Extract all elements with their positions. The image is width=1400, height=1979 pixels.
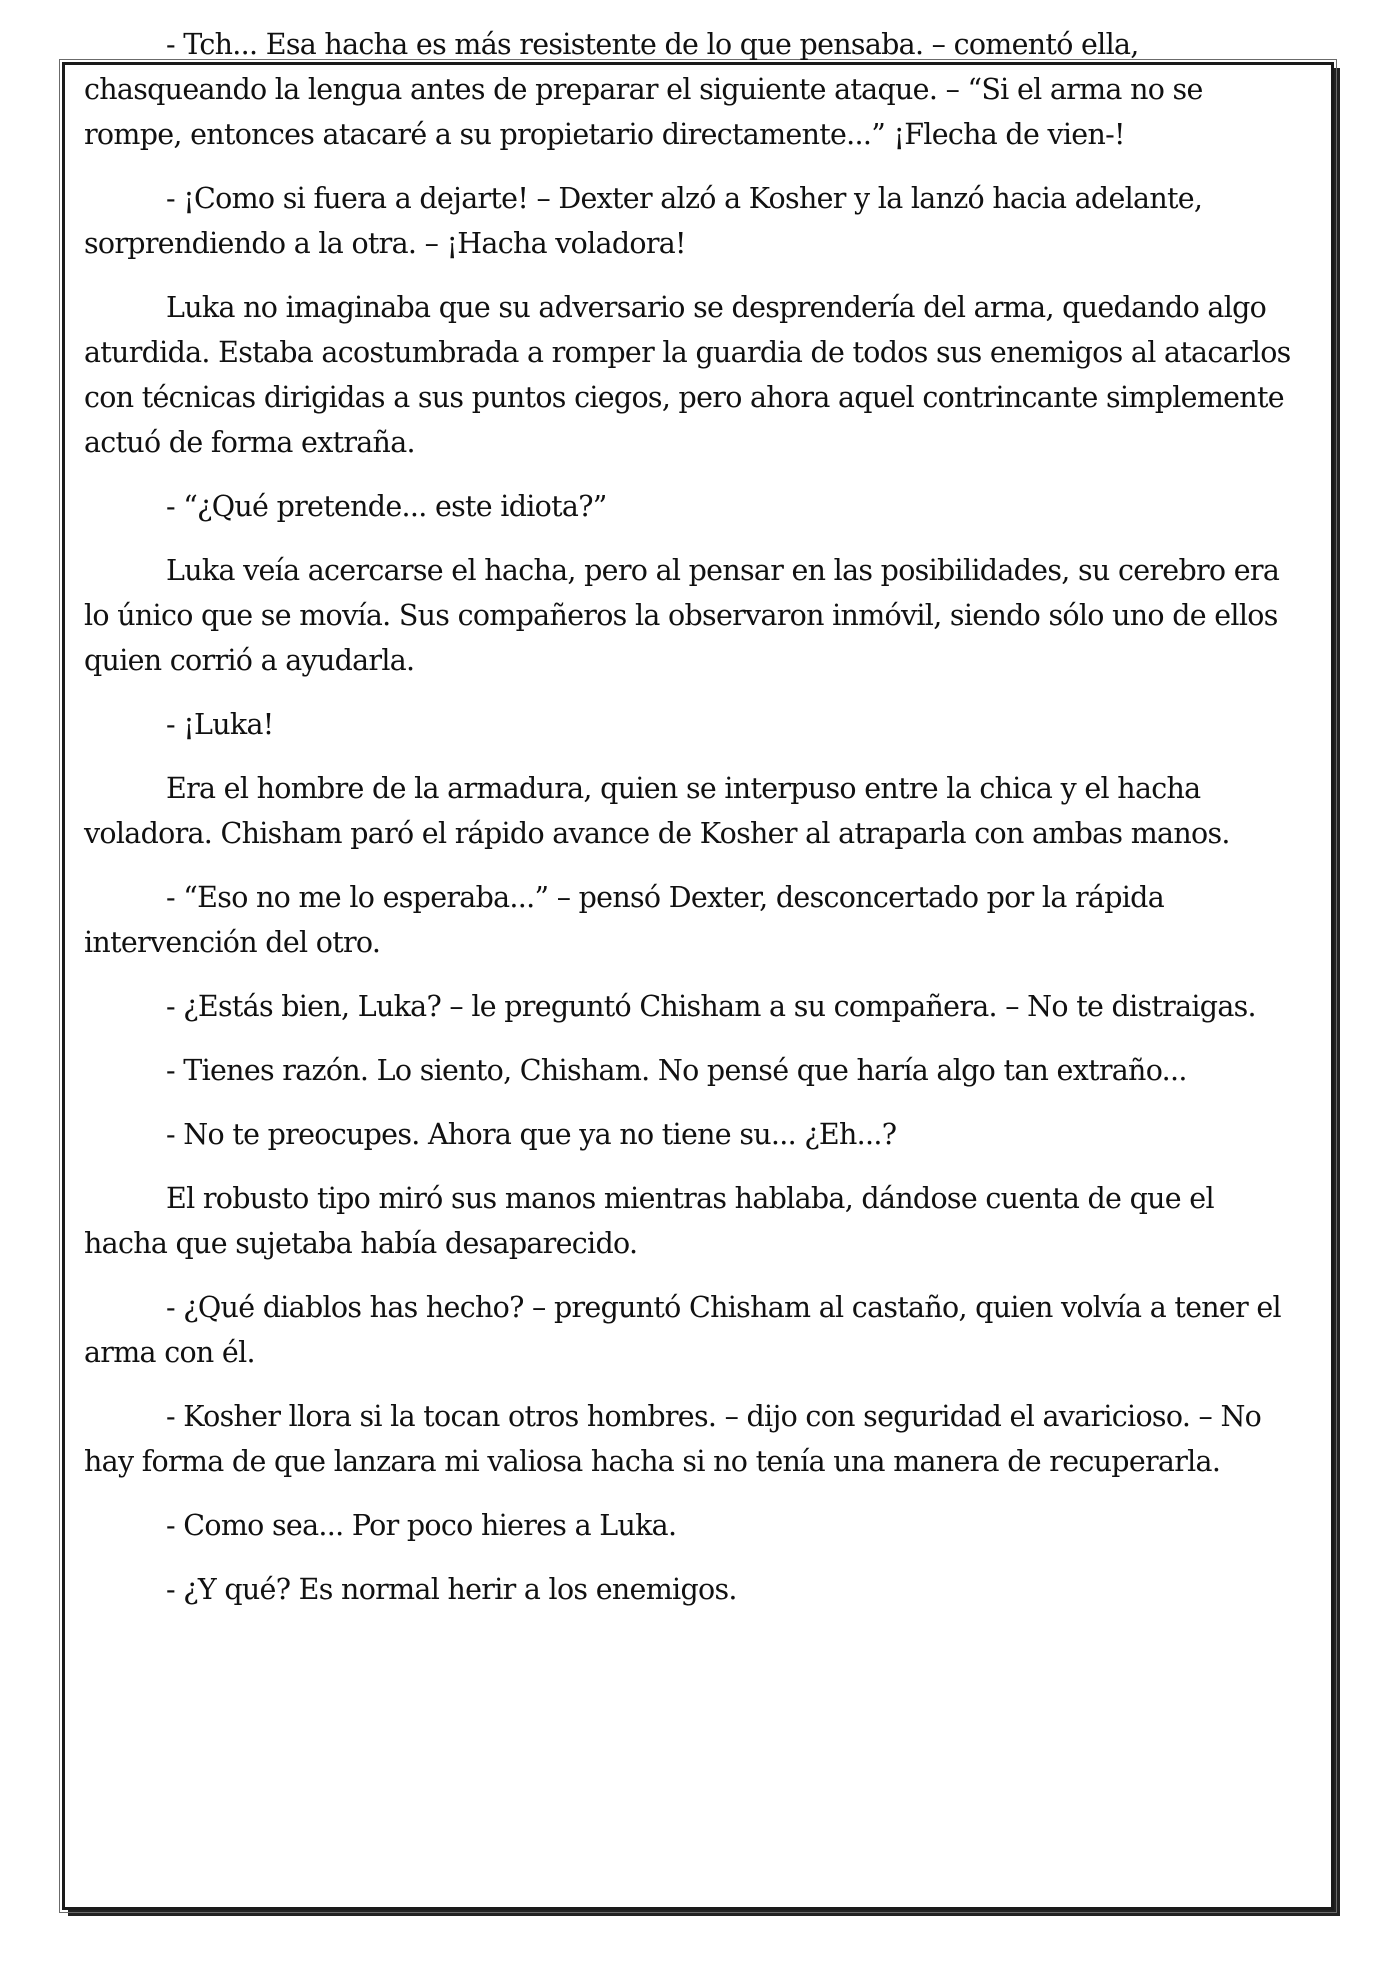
paragraph: - ¿Estás bien, Luka? – le preguntó Chisham a su compañera. – No te distraigas. <box>166 990 1256 1023</box>
paragraph: - Tienes razón. Lo siento, Chisham. No pensé que haría algo tan extraño... <box>166 1054 1187 1087</box>
paragraph: Luka no imaginaba que su adversario se desprendería del arma, quedando algo aturdida. Estaba acostumbrada a romper la guardia de todos sus enemigos al atacarlos con técnicas dirigidas a sus puntos ciegos, pero ahora aquel contrincante simplemente actuó de forma extraña. <box>84 291 1291 459</box>
paragraph: - No te preocupes. Ahora que ya no tiene su... ¿Eh...? <box>166 1118 897 1151</box>
paragraph: - ¿Qué diablos has hecho? – preguntó Chisham al castaño, quien volvía a tener el arma con él. <box>84 1291 1281 1369</box>
paragraph: - Como sea... Por poco hieres a Luka. <box>166 1509 677 1542</box>
paragraph: Luka veía acercarse el hacha, pero al pensar en las posibilidades, su cerebro era lo único que se movía. Sus compañeros la observaron inmóvil, siendo sólo uno de ellos quien corrió a ayudarla. <box>84 554 1280 677</box>
paragraph: - ¡Como si fuera a dejarte! – Dexter alzó a Kosher y la lanzó hacia adelante, sorprendiendo a la otra. – ¡Hacha voladora! <box>84 182 1203 260</box>
paragraph: - ¿Y qué? Es normal herir a los enemigos. <box>166 1573 737 1606</box>
paragraph: - “Eso no me lo esperaba...” – pensó Dexter, desconcertado por la rápida intervención del otro. <box>84 881 1164 959</box>
document-text <box>84 22 1294 1631</box>
paragraph: Era el hombre de la armadura, quien se interpuso entre la chica y el hacha voladora. Chisham paró el rápido avance de Kosher al atraparla con ambas manos. <box>84 772 1230 850</box>
paragraph: - Tch... Esa hacha es más resistente de lo que pensaba. – comentó ella, chasqueando la lengua antes de preparar el siguiente ataque. – “Si el arma no se rompe, entonces atacaré a su propietario directamente...” ¡Flecha de vien-! <box>84 28 1203 151</box>
paragraph: - ¡Luka! <box>166 708 274 741</box>
paragraph: - Kosher llora si la tocan otros hombres. – dijo con seguridad el avaricioso. – No hay forma de que lanzara mi valiosa hacha si no tenía una manera de recuperarla. <box>84 1400 1262 1478</box>
paragraph: - “¿Qué pretende... este idiota?” <box>166 490 607 523</box>
paragraph: El robusto tipo miró sus manos mientras hablaba, dándose cuenta de que el hacha que sujetaba había desaparecido. <box>84 1182 1214 1260</box>
